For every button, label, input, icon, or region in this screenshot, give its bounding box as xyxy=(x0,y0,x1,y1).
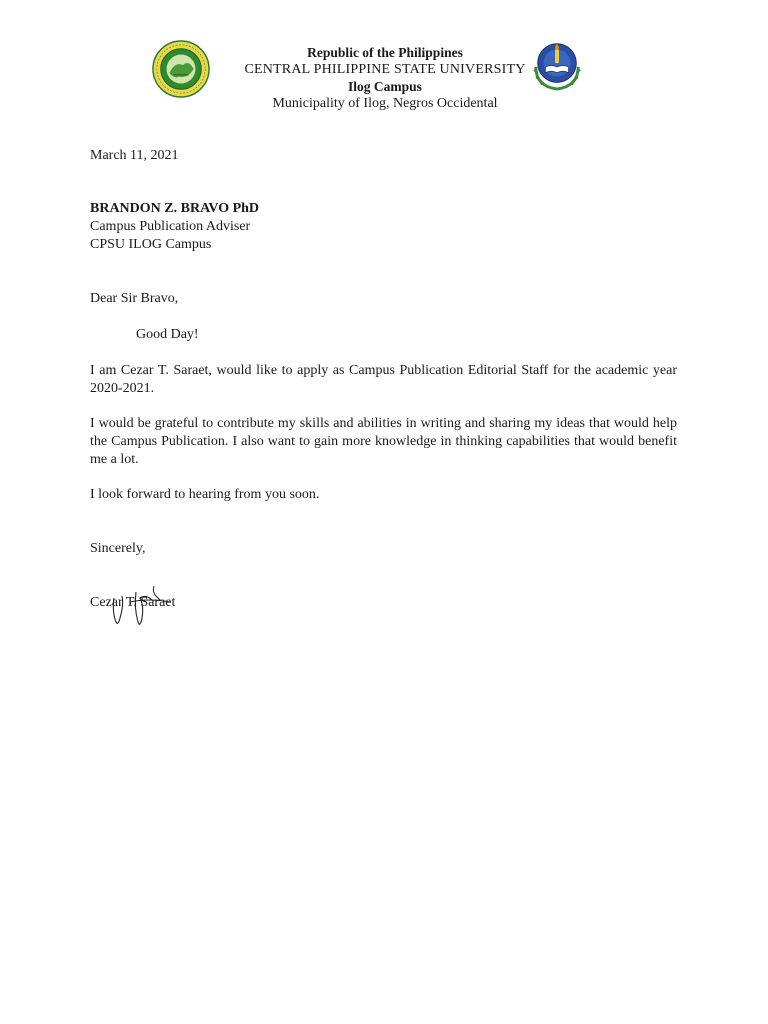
closing: Sincerely, xyxy=(90,541,146,556)
body-paragraph-3: I look forward to hearing from you soon. xyxy=(90,487,320,502)
signer-name: Cezar T. Saraet xyxy=(90,595,176,610)
handwritten-signature-icon xyxy=(100,578,190,630)
recipient-title: Campus Publication Adviser xyxy=(90,219,251,234)
campus-seal-icon xyxy=(530,38,584,92)
body-paragraph-2: I would be grateful to contribute my skills and abilities in writing and sharing my ideas that would help the Campus Publication. I also want to gain more knowledge in thinking capabilities that would benefit me a lot. xyxy=(90,416,677,467)
recipient-block xyxy=(90,200,259,254)
letterhead-campus: Ilog Campus xyxy=(348,79,422,94)
recipient-office: CPSU ILOG Campus xyxy=(90,237,212,252)
letter-date: March 11, 2021 xyxy=(90,148,179,163)
salutation: Dear Sir Bravo, xyxy=(90,291,179,306)
recipient-name: BRANDON Z. BRAVO PhD xyxy=(90,201,260,216)
greeting: Good Day! xyxy=(136,327,199,342)
letterhead-municipality: Municipality of Ilog, Negros Occidental xyxy=(272,96,498,111)
letterhead-university: CENTRAL PHILIPPINE STATE UNIVERSITY xyxy=(244,62,526,77)
letterhead-country: Republic of the Philippines xyxy=(307,45,463,60)
letterhead xyxy=(200,44,570,112)
body-paragraph-1: I am Cezar T. Saraet, would like to apply as Campus Publication Editorial Staff for the academic year 2020-2021. xyxy=(90,363,677,396)
